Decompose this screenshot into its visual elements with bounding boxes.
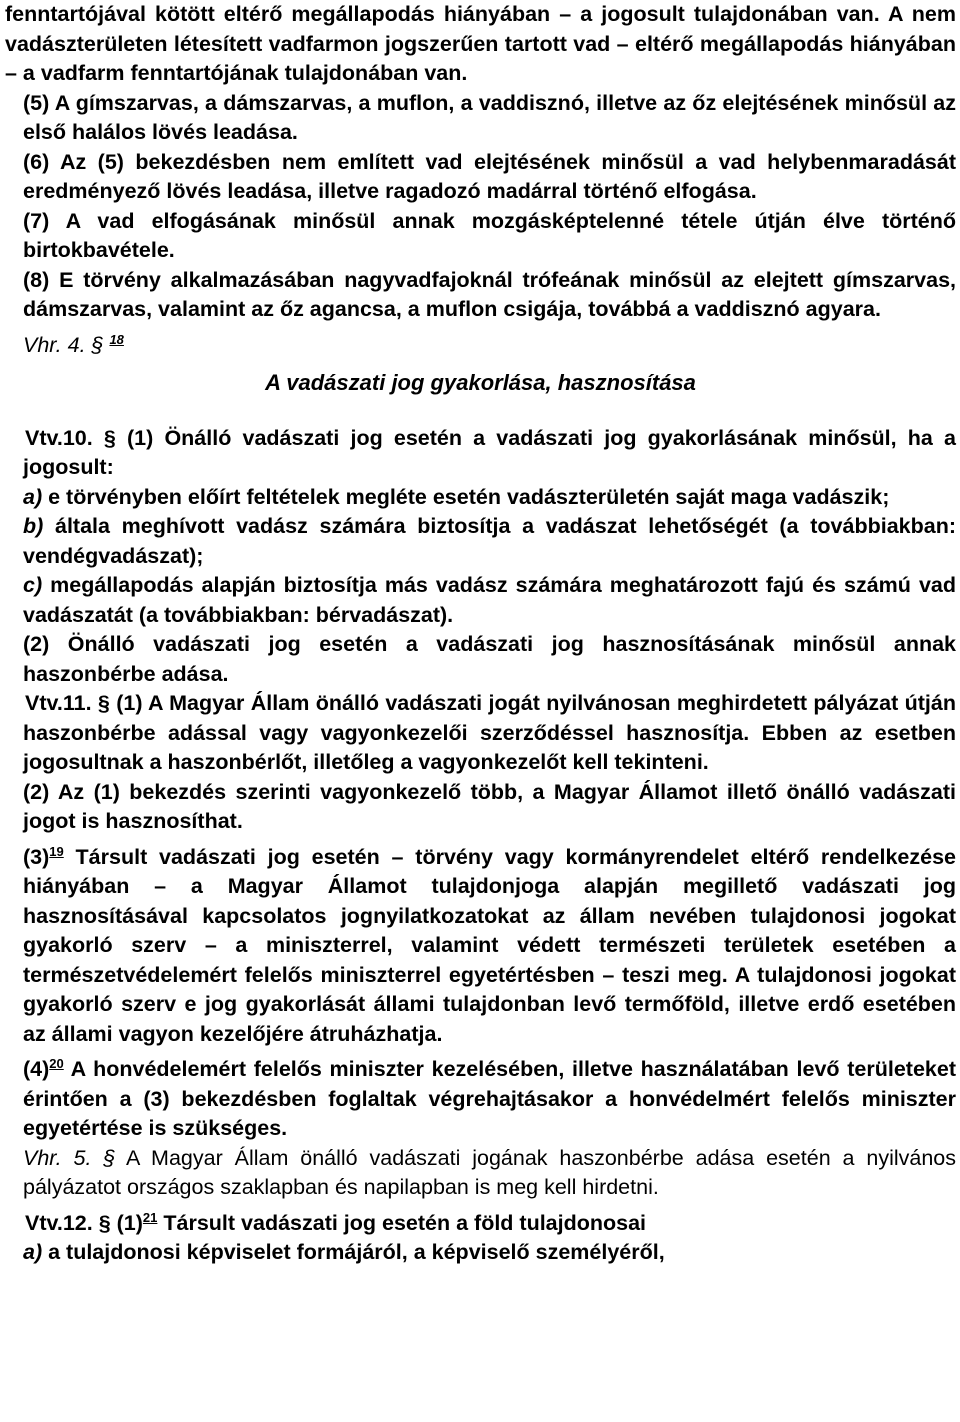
vtv12-point-a-text: a tulajdonosi képviselet formájáról, a képviselő személyéről, [48,1240,665,1264]
footnote-link-19[interactable]: 19 [49,843,64,859]
paragraph-5: (5) A gímszarvas, a dámszarvas, a muflon, a vaddisznó, illetve az őz elejtésének minősül az első halálos lövés leadása. [23,90,956,144]
vtv12-point-a-mark: a) [23,1240,43,1264]
vtv11-p4-mark: (4) [23,1057,50,1081]
footnote-link-20[interactable]: 20 [49,1056,64,1071]
vhr4-label: Vhr. 4. § [23,332,104,357]
vhr5-label: Vhr. 5. § [23,1145,116,1170]
paragraph-ownership: fenntartójával kötött eltérő megállapodás hiányában – a jogosult tulajdonában van. A nem vadászterületen létesített vadfarmon jogszerűen tartott vad – eltérő megállapodás hiányában – a vadfarm fenntartójának tulajdonában van. [5,2,956,85]
vtv11-paragraph-4 [5,1049,956,1144]
vtv12-label: Vtv.12. § [25,1210,111,1235]
vtv10-label: Vtv.10. § [25,425,116,450]
vtv11-paragraph-3 [5,837,956,1050]
section-heading: A vadászati jog gyakorlása, hasznosítása [265,370,696,395]
point-b-mark: b) [23,514,44,538]
vtv10-intro: (1) Önálló vadászati jog esetén a vadászati jog gyakorlásának minősül, ha a jogosult: [23,425,956,479]
vtv10-point-c [5,571,956,630]
vtv11-label: Vtv.11. § [25,691,110,715]
vtv10-point-b [5,512,956,571]
paragraph-6: (6) Az (5) bekezdésben nem említett vad elejtésének minősül a vad helybenmaradását eredményező lövés leadása, illetve ragadozó madárral történő elfogása. [23,149,956,203]
vhr5-paragraph [5,1144,956,1203]
point-a-mark: a) [23,484,43,509]
vtv11-p4-text: A honvédelemért felelős miniszter kezelésében, illetve használatában levő területeket érintően a (3) bekezdésben foglaltak végrehajtásakor a honvédelmért felelős miniszter egyetértése is szükséges. [23,1057,956,1140]
paragraph-7: (7) A vad elfogásának minősül annak mozgásképtelenné tétele útján élve történő birtokbavétele. [23,208,956,262]
vtv12-paragraph-1 [5,1203,956,1239]
footnote-link-18[interactable]: 18 [109,331,124,347]
vtv12-point-a [5,1238,956,1268]
vtv10-paragraph-1 [5,424,956,483]
point-a-text: e törvényben előírt feltételek megléte esetén vadászterületén saját maga vadászik; [48,484,890,509]
footnote-link-21[interactable]: 21 [142,1209,158,1225]
vhr4-reference [5,325,956,361]
vtv11-paragraph-2: (2) Az (1) bekezdés szerinti vagyonkezelő több, a Magyar Államot illető önálló vadászati jogot is hasznosíthat. [23,779,956,833]
point-c-mark: c) [23,573,43,597]
point-b-text: általa meghívott vadász számára biztosítja a vadászat lehetőségét (a továbbiakban: vendégvadászat); [23,514,956,568]
vtv10-paragraph-2: (2) Önálló vadászati jog esetén a vadászati jog hasznosításának minősül annak haszonbérbe adása. [23,632,956,686]
paragraph-8: (8) E törvény alkalmazásában nagyvadfajoknál trófeának minősül az elejtett gímszarvas, dámszarvas, valamint az őz agancsa, a muflon csigája, továbbá a vaddisznó agyara. [23,267,956,321]
vtv11-paragraph-1 [5,689,956,778]
vhr5-text: A Magyar Állam önálló vadászati jogának haszonbérbe adása esetén a nyilvános pályázatot országos szaklapban és napilapban is meg kell hirdetni. [23,1145,957,1199]
vtv12-p1-mark: (1) [116,1210,143,1235]
vtv12-p1-text: Társult vadászati jog esetén a föld tulajdonosai [163,1210,647,1235]
point-c-text: megállapodás alapján biztosítja más vadász számára meghatározott fajú és számú vad vadászatát (a továbbiakban: bérvadászat). [23,573,956,627]
vtv10-point-a [5,483,956,513]
vtv11-p1-text: (1) A Magyar Állam önálló vadászati jogát nyilvánosan meghirdetett pályázat útján haszonbérbe adással vagy vagyonkezelői szerződéssel hasznosítja. Ebben az esetben jogosultnak a haszonbérlőt, illetőleg a vagyonkezelőt kell tekinteni. [23,691,956,774]
vtv11-p3-text: Társult vadászati jog esetén – törvény vagy kormányrendelet eltérő rendelkezése hiányában – a Magyar Államot tulajdonjoga alapján megillető vadászati jog hasznosításával kapcsolatos jognyilatkozatokat az állam nevében tulajdonosi jogokat gyakorló szerv – a miniszterrel, valamint védett természeti területek esetében a természetvédelemért felelős miniszterrel egyetértésben – teszi meg. A tulajdonosi jogokat gyakorló szerv e jog gyakorlását állami tulajdonban levő termőföld, illetve erdő esetében az állami vagyon kezelőjére átruházhatja. [23,844,956,1046]
vtv11-p3-mark: (3) [23,844,50,869]
